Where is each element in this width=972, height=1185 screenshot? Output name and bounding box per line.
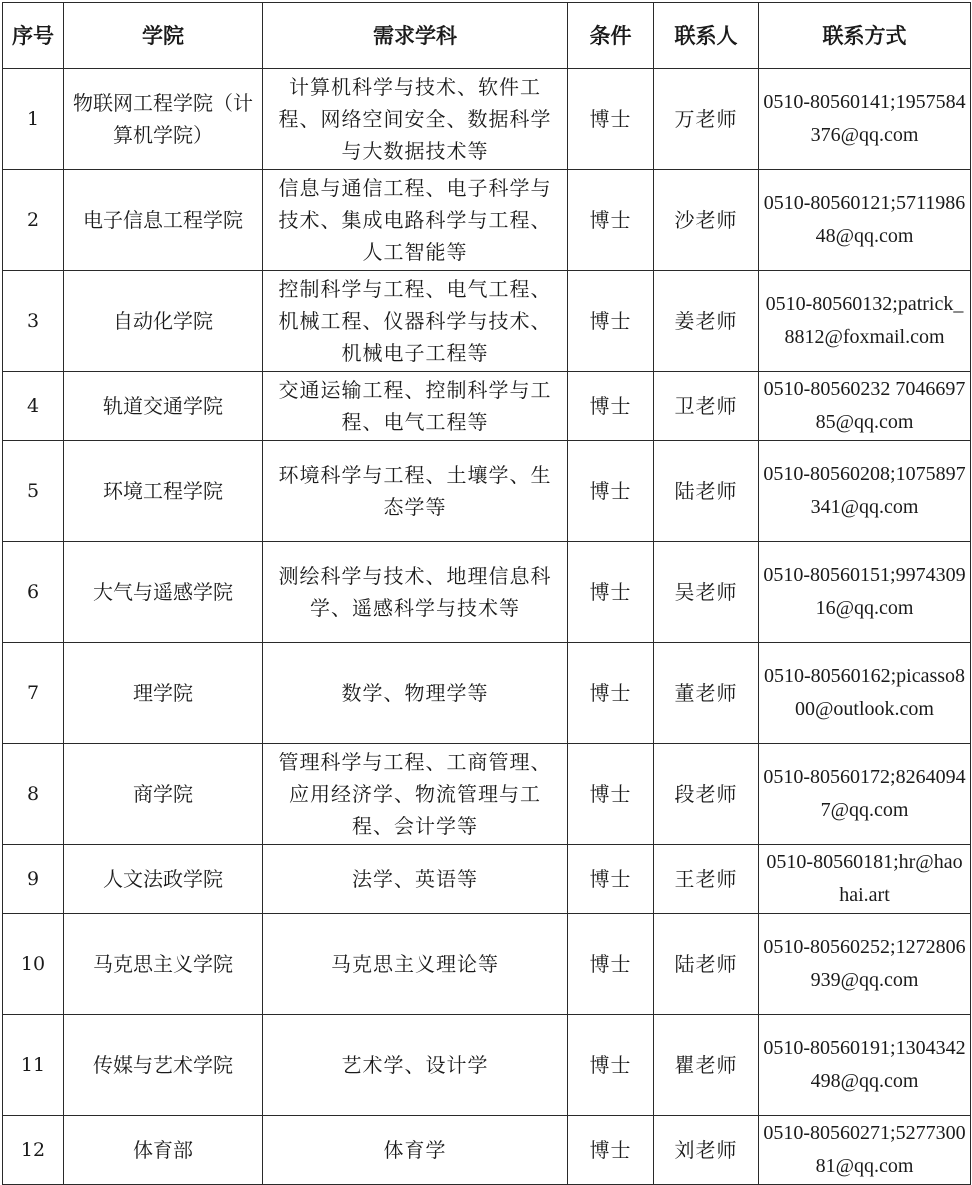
cell-subject: 控制科学与工程、电气工程、机械工程、仪器科学与技术、机械电子工程等 [263, 271, 568, 372]
cell-subject: 交通运输工程、控制科学与工程、电气工程等 [263, 372, 568, 441]
cell-method: 0510-80560271;527730081@qq.com [759, 1116, 971, 1185]
cell-contact: 陆老师 [654, 914, 759, 1015]
table-row [3, 271, 971, 372]
cell-college: 理学院 [64, 643, 263, 744]
cell-college: 传媒与艺术学院 [64, 1015, 263, 1116]
cell-method: 0510-80560121;571198648@qq.com [759, 170, 971, 271]
table-row [3, 914, 971, 1015]
cell-contact: 刘老师 [654, 1116, 759, 1185]
header-condition: 条件 [568, 3, 654, 69]
cell-contact: 吴老师 [654, 542, 759, 643]
cell-contact: 瞿老师 [654, 1015, 759, 1116]
cell-subject: 测绘科学与技术、地理信息科学、遥感科学与技术等 [263, 542, 568, 643]
cell-condition: 博士 [568, 744, 654, 845]
cell-subject: 体育学 [263, 1116, 568, 1185]
cell-condition: 博士 [568, 69, 654, 170]
cell-college: 电子信息工程学院 [64, 170, 263, 271]
table-header-row [3, 3, 971, 69]
cell-condition: 博士 [568, 271, 654, 372]
cell-condition: 博士 [568, 441, 654, 542]
cell-method: 0510-80560132;patrick_8812@foxmail.com [759, 271, 971, 372]
cell-method: 0510-80560208;1075897341@qq.com [759, 441, 971, 542]
header-method: 联系方式 [759, 3, 971, 69]
recruitment-table [2, 2, 971, 1185]
table-row [3, 372, 971, 441]
cell-contact: 卫老师 [654, 372, 759, 441]
cell-method: 0510-80560151;997430916@qq.com [759, 542, 971, 643]
cell-subject: 计算机科学与技术、软件工程、网络空间安全、数据科学与大数据技术等 [263, 69, 568, 170]
cell-condition: 博士 [568, 1015, 654, 1116]
cell-condition: 博士 [568, 170, 654, 271]
header-contact: 联系人 [654, 3, 759, 69]
cell-num: 1 [3, 69, 64, 170]
cell-num: 10 [3, 914, 64, 1015]
cell-contact: 沙老师 [654, 170, 759, 271]
cell-num: 4 [3, 372, 64, 441]
cell-num: 7 [3, 643, 64, 744]
cell-college: 马克思主义学院 [64, 914, 263, 1015]
cell-subject: 环境科学与工程、土壤学、生态学等 [263, 441, 568, 542]
cell-method: 0510-80560232 704669785@qq.com [759, 372, 971, 441]
cell-college: 轨道交通学院 [64, 372, 263, 441]
cell-subject: 法学、英语等 [263, 845, 568, 914]
cell-contact: 万老师 [654, 69, 759, 170]
cell-num: 11 [3, 1015, 64, 1116]
table-row [3, 170, 971, 271]
cell-college: 人文法政学院 [64, 845, 263, 914]
cell-contact: 段老师 [654, 744, 759, 845]
cell-condition: 博士 [568, 643, 654, 744]
table-row [3, 69, 971, 170]
cell-contact: 陆老师 [654, 441, 759, 542]
cell-college: 自动化学院 [64, 271, 263, 372]
cell-college: 体育部 [64, 1116, 263, 1185]
cell-num: 8 [3, 744, 64, 845]
cell-num: 2 [3, 170, 64, 271]
table-row [3, 744, 971, 845]
cell-subject: 数学、物理学等 [263, 643, 568, 744]
table-row [3, 1015, 971, 1116]
cell-method: 0510-80560141;1957584376@qq.com [759, 69, 971, 170]
cell-condition: 博士 [568, 914, 654, 1015]
cell-college: 环境工程学院 [64, 441, 263, 542]
cell-method: 0510-80560252;1272806939@qq.com [759, 914, 971, 1015]
cell-subject: 信息与通信工程、电子科学与技术、集成电路科学与工程、人工智能等 [263, 170, 568, 271]
header-college: 学院 [64, 3, 263, 69]
cell-num: 12 [3, 1116, 64, 1185]
cell-num: 6 [3, 542, 64, 643]
cell-contact: 王老师 [654, 845, 759, 914]
cell-num: 9 [3, 845, 64, 914]
cell-condition: 博士 [568, 1116, 654, 1185]
cell-college: 大气与遥感学院 [64, 542, 263, 643]
table-row [3, 643, 971, 744]
cell-contact: 姜老师 [654, 271, 759, 372]
cell-condition: 博士 [568, 845, 654, 914]
cell-method: 0510-80560181;hr@haohai.art [759, 845, 971, 914]
cell-subject: 马克思主义理论等 [263, 914, 568, 1015]
table-row [3, 1116, 971, 1185]
table-row [3, 542, 971, 643]
cell-num: 5 [3, 441, 64, 542]
cell-condition: 博士 [568, 542, 654, 643]
table-row [3, 845, 971, 914]
header-subject: 需求学科 [263, 3, 568, 69]
cell-num: 3 [3, 271, 64, 372]
cell-college: 商学院 [64, 744, 263, 845]
header-num: 序号 [3, 3, 64, 69]
cell-method: 0510-80560191;1304342498@qq.com [759, 1015, 971, 1116]
cell-subject: 艺术学、设计学 [263, 1015, 568, 1116]
cell-college: 物联网工程学院（计算机学院） [64, 69, 263, 170]
cell-subject: 管理科学与工程、工商管理、应用经济学、物流管理与工程、会计学等 [263, 744, 568, 845]
cell-condition: 博士 [568, 372, 654, 441]
cell-contact: 董老师 [654, 643, 759, 744]
cell-method: 0510-80560162;picasso800@outlook.com [759, 643, 971, 744]
cell-method: 0510-80560172;82640947@qq.com [759, 744, 971, 845]
table-row [3, 441, 971, 542]
